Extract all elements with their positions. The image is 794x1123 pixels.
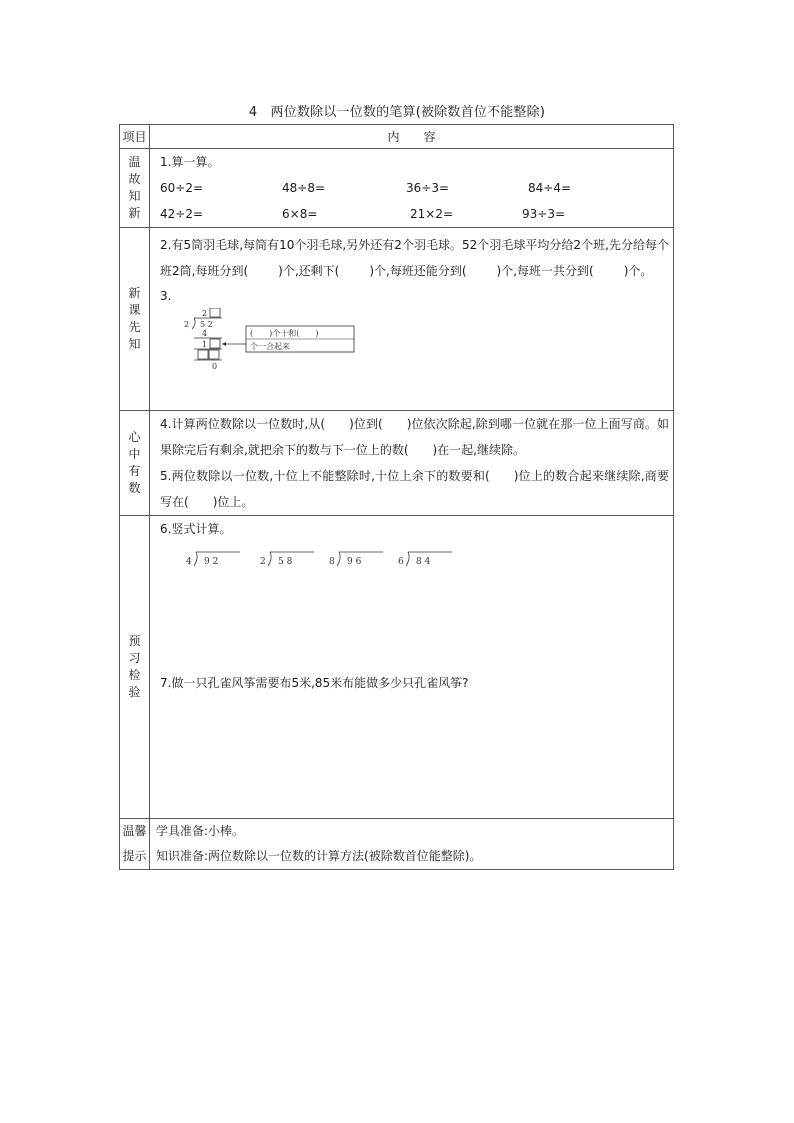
preview-content <box>150 228 674 411</box>
calc-row-1 <box>150 175 673 201</box>
review-row <box>120 149 674 228</box>
diagram-dividend: 5 2 <box>200 320 213 329</box>
svg-text:9 2: 9 2 <box>204 557 219 567</box>
svg-text:6: 6 <box>398 557 404 567</box>
calc-item: 60÷2= <box>160 181 204 195</box>
diagram-divisor: 2 <box>184 320 190 329</box>
question-6: 6.竖式计算。 <box>160 522 232 536</box>
svg-text:9 6: 9 6 <box>347 557 362 567</box>
page-title: 4 两位数除以一位数的笔算(被除数首位不能整除) <box>248 105 546 120</box>
calc-row-2 <box>150 201 673 227</box>
mind-label: 心 中 有 数 <box>120 411 150 516</box>
diagram-note-1: ( )个十和( ) <box>250 329 319 338</box>
tip-line-2: 知识准备:两位数除以一位数的计算方法(被除数首位能整除)。 <box>156 849 482 863</box>
diagram-note-2: 个一合起来 <box>250 342 290 351</box>
answer-box[interactable] <box>210 308 220 317</box>
tips-label: 温馨 提示 <box>120 819 150 870</box>
question-3: 3. <box>160 289 172 303</box>
diagram-quotient: 2 <box>202 309 208 318</box>
question-7: 7.做一只孔雀风筝需要布5米,85米布能做多少只孔雀风筝? <box>160 676 469 690</box>
answer-box[interactable] <box>198 350 208 359</box>
review-content <box>150 149 674 228</box>
preview-label: 新 课 先 知 <box>120 228 150 411</box>
calc-item: 6×8= <box>282 207 318 221</box>
calc-item: 84÷4= <box>528 181 572 195</box>
tips-content <box>150 819 674 870</box>
division-diagram <box>178 308 418 372</box>
svg-text:8: 8 <box>329 557 335 567</box>
calc-item: 42÷2= <box>160 207 204 221</box>
vertical-division[interactable] <box>186 552 240 567</box>
mind-content <box>150 411 674 516</box>
diagram-remainder: 1 <box>202 340 208 349</box>
svg-text:8 4: 8 4 <box>416 557 431 567</box>
calc-item: 21×2= <box>410 207 454 221</box>
preview-row <box>120 228 674 411</box>
calc-item: 93÷3= <box>522 207 566 221</box>
vertical-division[interactable] <box>398 552 452 567</box>
calc-item: 48÷8= <box>282 181 326 195</box>
diagram-final: 0 <box>212 362 218 371</box>
review-label: 温 故 知 新 <box>120 149 150 228</box>
table-header-row <box>120 125 674 149</box>
check-row <box>120 516 674 819</box>
svg-text:5 8: 5 8 <box>278 557 293 567</box>
vertical-division-row <box>186 548 486 572</box>
question-4: 4.计算两位数除以一位数时,从( )位到( )位依次除起,除到哪一位就在那一位上面写商。如果除完后有剩余,就把余下的数与下一位上的数( )在一起,继续除。 <box>160 417 669 457</box>
header-content: 内 容 <box>150 125 674 149</box>
svg-text:4: 4 <box>186 557 192 567</box>
tip-line-1: 学具准备:小棒。 <box>156 824 245 838</box>
check-label: 预 习 检 验 <box>120 516 150 819</box>
calc-item: 36÷3= <box>406 181 450 195</box>
question-5: 5.两位数除以一位数,十位上不能整除时,十位上余下的数要和( )位上的数合起来继续除,商要写在( )位上。 <box>160 469 670 509</box>
mind-row <box>120 411 674 516</box>
header-item: 项目 <box>120 125 150 149</box>
lesson-table <box>119 124 674 870</box>
question-1: 1.算一算。 <box>160 155 220 169</box>
vertical-division[interactable] <box>329 552 383 567</box>
answer-box[interactable] <box>209 350 219 359</box>
svg-text:2: 2 <box>260 557 266 567</box>
diagram-sub: 4 <box>202 329 208 338</box>
check-content <box>150 516 674 819</box>
tips-row <box>120 819 674 870</box>
vertical-division[interactable] <box>260 552 314 567</box>
question-2: 2.有5筒羽毛球,每筒有10个羽毛球,另外还有2个羽毛球。52个羽毛球平均分给2个班,先分给每个班2筒,每班分到( )个,还剩下( )个,每班还能分到( )个,每班一共分到( )个。 <box>160 238 669 278</box>
answer-box[interactable] <box>210 339 220 348</box>
